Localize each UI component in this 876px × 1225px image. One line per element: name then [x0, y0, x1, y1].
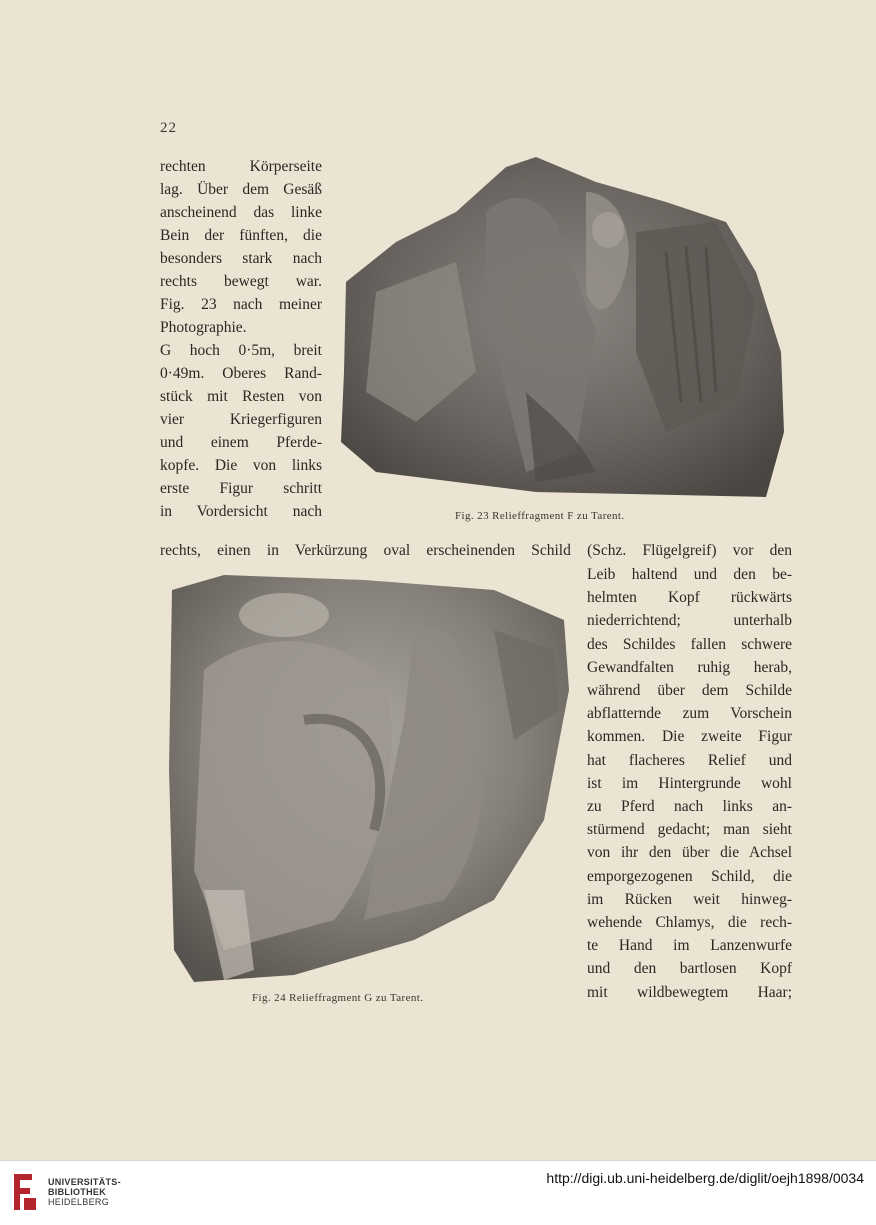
left-column-line: anscheinend das linke	[160, 204, 322, 221]
right-column-line: von ihr den über die Achsel	[587, 844, 792, 862]
left-column-line: erste Figur schritt	[160, 480, 322, 497]
left-column-line: Bein der fünften, die	[160, 227, 322, 244]
right-column-line: te Hand im Lanzenwurfe	[587, 937, 792, 955]
full-width-text-line: rechts, einen in Verkürzung oval erscheinenden Schild (Schz. Flügelgreif) vor den	[160, 542, 792, 559]
left-column-line: G hoch 0·5m, breit	[160, 342, 322, 359]
figure-23-caption: Fig. 23 Relieffragment F zu Tarent.	[455, 510, 625, 522]
left-column-line: vier Kriegerfiguren	[160, 411, 322, 428]
page-number: 22	[160, 120, 177, 136]
right-column-line: hat flacheres Relief und	[587, 751, 792, 769]
left-column-line: Photographie.	[160, 319, 247, 336]
right-column-line: kommen. Die zweite Figur	[587, 728, 792, 746]
right-column-line: Gewandfalten ruhig herab,	[587, 658, 792, 676]
left-column-line: rechten Körperseite	[160, 158, 322, 175]
logo-line-2: BIBLIOTHEK	[48, 1187, 106, 1197]
left-column-line: rechts bewegt war.	[160, 273, 322, 290]
right-column-line: Leib haltend und den be-	[587, 566, 792, 583]
left-column-line: in Vordersicht nach	[160, 503, 322, 520]
library-logo-icon[interactable]	[10, 1170, 40, 1214]
right-column-line: ist im Hintergrunde wohl	[587, 774, 792, 792]
right-column-line: und den bartlosen Kopf	[587, 960, 792, 978]
source-url-link[interactable]: http://digi.ub.uni-heidelberg.de/diglit/oejh1898/0034	[546, 1170, 864, 1186]
logo-line-1: UNIVERSITÄTS-	[48, 1177, 121, 1187]
right-column-line: helmten Kopf rückwärts	[587, 589, 792, 607]
figure-23-relief-photo	[336, 152, 788, 502]
left-column-line: 0·49m. Oberes Rand-	[160, 365, 322, 382]
right-text-column	[587, 563, 792, 1004]
figure-24-caption: Fig. 24 Relieffragment G zu Tarent.	[252, 992, 424, 1004]
logo-line-3: HEIDELBERG	[48, 1197, 110, 1207]
left-column-line: lag. Über dem Gesäß	[160, 181, 322, 198]
left-text-column	[160, 155, 322, 523]
right-column-line: des Schildes fallen schwere	[587, 635, 792, 653]
right-column-line: während über dem Schilde	[587, 682, 792, 700]
right-column-line: emporgezogenen Schild, die	[587, 867, 792, 885]
left-column-line: und einem Pferde-	[160, 434, 322, 451]
library-logo-text	[48, 1177, 121, 1207]
right-column-line: mit wildbewegtem Haar;	[587, 983, 792, 1001]
right-column-line: abflatternde zum Vorschein	[587, 705, 792, 723]
right-column-line: zu Pferd nach links an-	[587, 798, 792, 816]
left-column-line: kopfe. Die von links	[160, 457, 322, 474]
right-column-line: wehende Chlamys, die rech-	[587, 914, 792, 932]
figure-24-relief-photo	[164, 570, 574, 988]
left-column-line: besonders stark nach	[160, 250, 322, 267]
left-column-line: Fig. 23 nach meiner	[160, 296, 322, 313]
right-column-line: stürmend gedacht; man sieht	[587, 821, 792, 839]
left-column-line: stück mit Resten von	[160, 388, 322, 405]
right-column-line: im Rücken weit hinweg-	[587, 890, 792, 908]
right-column-line: niederrichtend; unterhalb	[587, 612, 792, 630]
